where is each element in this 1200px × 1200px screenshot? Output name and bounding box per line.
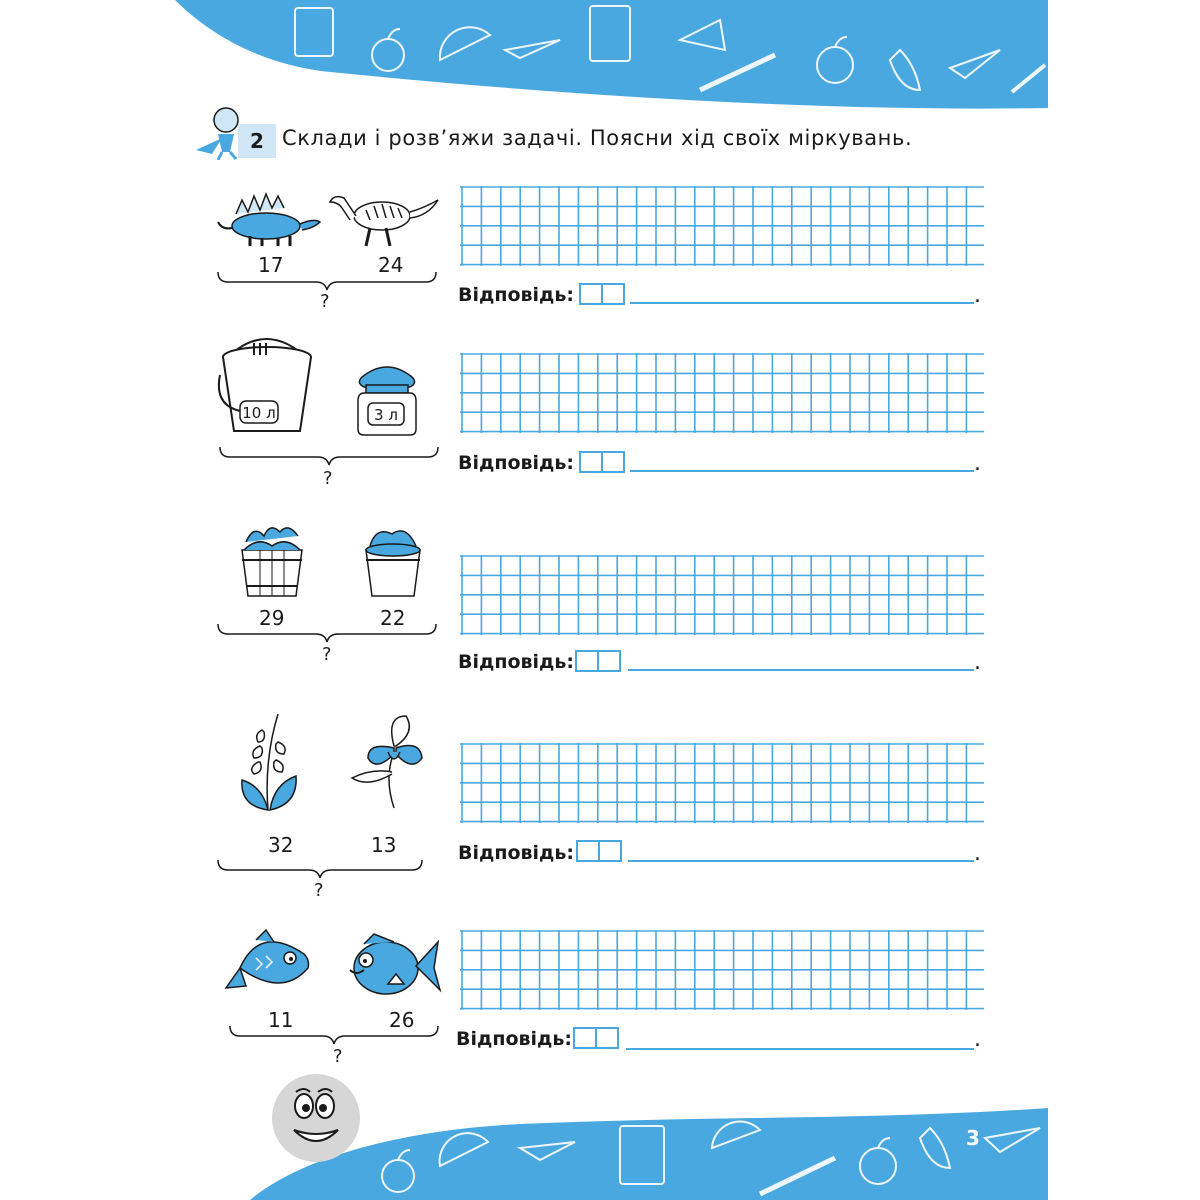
answer-label-5: Відповідь: [456, 1028, 573, 1050]
wooden-tub-icon [236, 520, 308, 600]
problem-5-brace [228, 1024, 440, 1046]
problem-3-brace [216, 622, 438, 644]
task-instruction: Склади і розв’яжи задачі. Поясни хід своїх міркувань. [282, 126, 913, 150]
problem-4-brace [216, 858, 424, 880]
answer-line-5[interactable] [626, 1046, 974, 1052]
pail-icon [362, 520, 424, 600]
answer-period-4: . [974, 841, 981, 866]
bottom-banner [0, 1108, 1200, 1200]
page-number: 3 [966, 1126, 980, 1150]
answer-label-4: Відповідь: [458, 842, 575, 864]
answer-line-2[interactable] [630, 468, 974, 474]
problem-1-brace [216, 270, 438, 292]
answer-line-3[interactable] [628, 667, 974, 673]
answer-grid-2[interactable] [460, 353, 984, 433]
problem-2-question: ? [323, 468, 333, 489]
problem-4-right-value: 13 [371, 833, 397, 857]
answer-grid-4[interactable] [460, 743, 984, 823]
smiley-face-icon [270, 1072, 362, 1164]
mascot-icon [192, 104, 244, 160]
answer-line-4[interactable] [628, 858, 974, 864]
problem-4-question: ? [314, 880, 324, 901]
problem-2-right-value: 3 л [374, 406, 398, 424]
problem-5-question: ? [333, 1046, 343, 1067]
answer-period-1: . [974, 283, 981, 308]
lily-of-the-valley-icon [238, 712, 302, 812]
problem-3-question: ? [322, 644, 332, 665]
problem-2-brace [218, 445, 440, 467]
answer-boxes-1[interactable] [579, 283, 625, 305]
answer-grid-1[interactable] [460, 186, 984, 266]
problem-1-question: ? [320, 291, 330, 312]
fish-icon [216, 928, 316, 1000]
dinosaur-icon [326, 188, 440, 248]
orchid-icon [344, 712, 424, 812]
answer-period-5: . [974, 1027, 981, 1052]
problem-3-left-value: 29 [259, 606, 285, 630]
answer-grid-3[interactable] [460, 555, 984, 635]
problem-5-left-value: 11 [268, 1008, 294, 1032]
problem-1-left-value: 17 [258, 253, 284, 277]
answer-period-3: . [974, 650, 981, 675]
bucket-icon [216, 335, 318, 435]
problem-3-right-value: 22 [380, 606, 406, 630]
answer-label-1: Відповідь: [458, 284, 575, 306]
answer-boxes-5[interactable] [573, 1027, 619, 1049]
problem-1-right-value: 24 [378, 253, 404, 277]
answer-label-2: Відповідь: [458, 452, 575, 474]
problem-2-left-value: 10 л [242, 404, 276, 422]
answer-grid-5[interactable] [460, 930, 984, 1010]
problem-4-left-value: 32 [268, 833, 294, 857]
problem-5-right-value: 26 [389, 1008, 415, 1032]
round-fish-icon [344, 930, 442, 1002]
answer-boxes-3[interactable] [575, 650, 621, 672]
answer-line-1[interactable] [630, 300, 974, 306]
answer-boxes-2[interactable] [579, 451, 625, 473]
stegosaurus-icon [216, 188, 322, 248]
top-banner [0, 0, 1200, 120]
answer-period-2: . [974, 451, 981, 476]
answer-label-3: Відповідь: [458, 651, 575, 673]
jar-icon [352, 365, 422, 437]
task-number: 2 [238, 124, 276, 158]
answer-boxes-4[interactable] [576, 840, 622, 862]
